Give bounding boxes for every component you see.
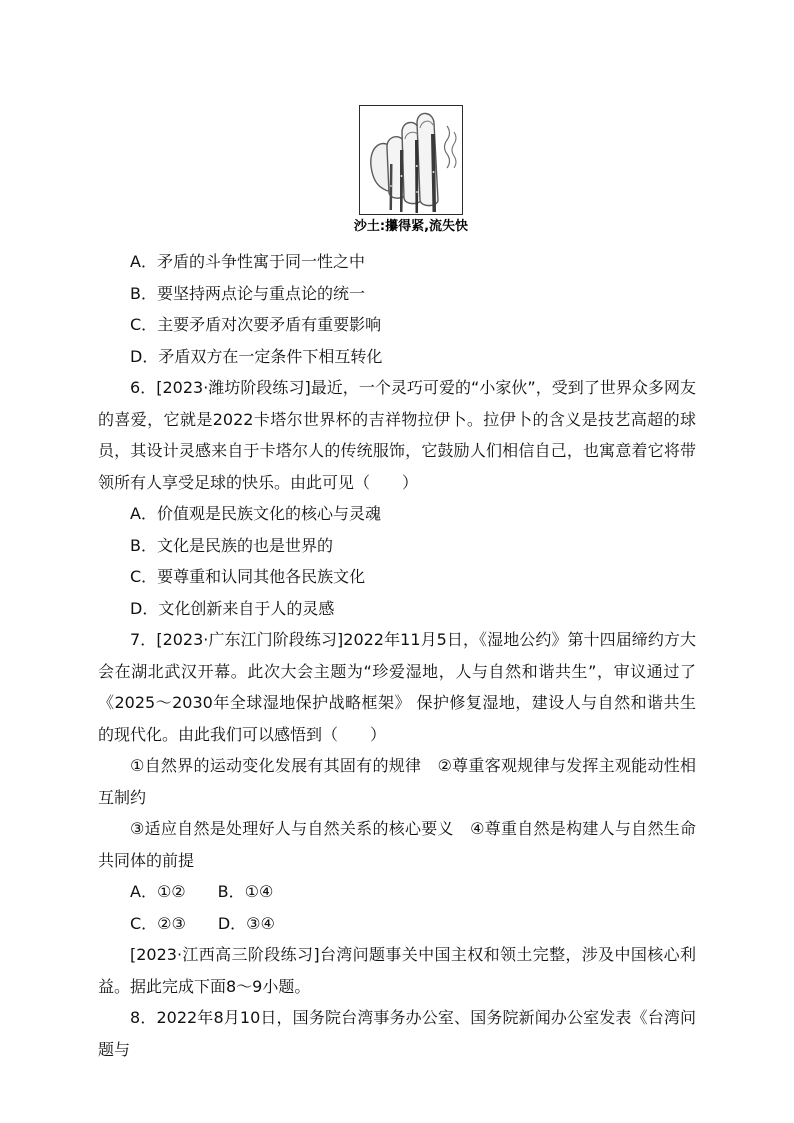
q7-options-row-cd: C．②③ D．③④ [130, 913, 275, 933]
q6-option-a: A．价值观是民族文化的核心与灵魂 [130, 504, 381, 523]
q8-stem-start: 8．2022年8月10日，国务院台湾事务办公室、国务院新闻办公室发表《台湾问题与 [98, 1008, 696, 1059]
q5-option-c: C．主要矛盾对次要矛盾有重要影响 [130, 315, 382, 334]
q7-items-1-2: ①自然界的运动变化发展有其固有的规律 ②尊重客观规律与发挥主观能动性相互制约 [98, 756, 696, 807]
figure-gap [98, 236, 696, 246]
q7-options-row-ab: A．①② B．①④ [130, 882, 274, 901]
page-content [98, 0, 696, 1065]
figure-sand-grip [331, 105, 491, 236]
q6-option-b: B．文化是民族的也是世界的 [130, 535, 333, 555]
fist-sand-illustration-svg [360, 106, 463, 215]
q5-option-b: B．要坚持两点论与重点论的统一 [130, 283, 365, 303]
q6-option-c: C．要尊重和认同其他各民族文化 [130, 567, 366, 586]
figure-caption: 沙土:攥得紧,流失快 [353, 219, 469, 234]
q5-option-d: D．矛盾双方在一定条件下相互转化 [130, 346, 383, 366]
q7-stem: 7．[2023·广东江门阶段练习]2022年11月5日，《湿地公约》第十四届缔约方大会在湖北武汉开幕。此次大会主题为“珍爱湿地，人与自然和谐共生”，审议通过了《2025～2030年全球湿地保护战略框架》 保护修复湿地，建设人与自然和谐共生的现代化。由此我们可以感悟到（ ） [98, 630, 696, 744]
q7-items-3-4: ③适应自然是处理好人与自然关系的核心要义 ④尊重自然是构建人与自然生命共同体的前提 [98, 819, 696, 870]
q6-option-d: D．文化创新来自于人的灵感 [130, 598, 335, 618]
passage-8-9: [2023·江西高三阶段练习]台湾问题事关中国主权和领土完整，涉及中国核心利益。据此完成下面8～9小题。 [98, 945, 696, 996]
q5-option-a: A．矛盾的斗争性寓于同一性之中 [130, 252, 365, 271]
q6-stem: 6．[2023·潍坊阶段练习]最近，一个灵巧可爱的“小家伙”，受到了世界众多网友的喜爱，它就是2022卡塔尔世界杯的吉祥物拉伊卜。拉伊卜的含义是技艺高超的球员，其设计灵感来自于卡塔尔人的传统服饰，它鼓励人们相信自己，也寓意着它将带领所有人享受足球的快乐。由此可见（ ） [98, 378, 696, 492]
sand-grip-image [359, 105, 463, 215]
